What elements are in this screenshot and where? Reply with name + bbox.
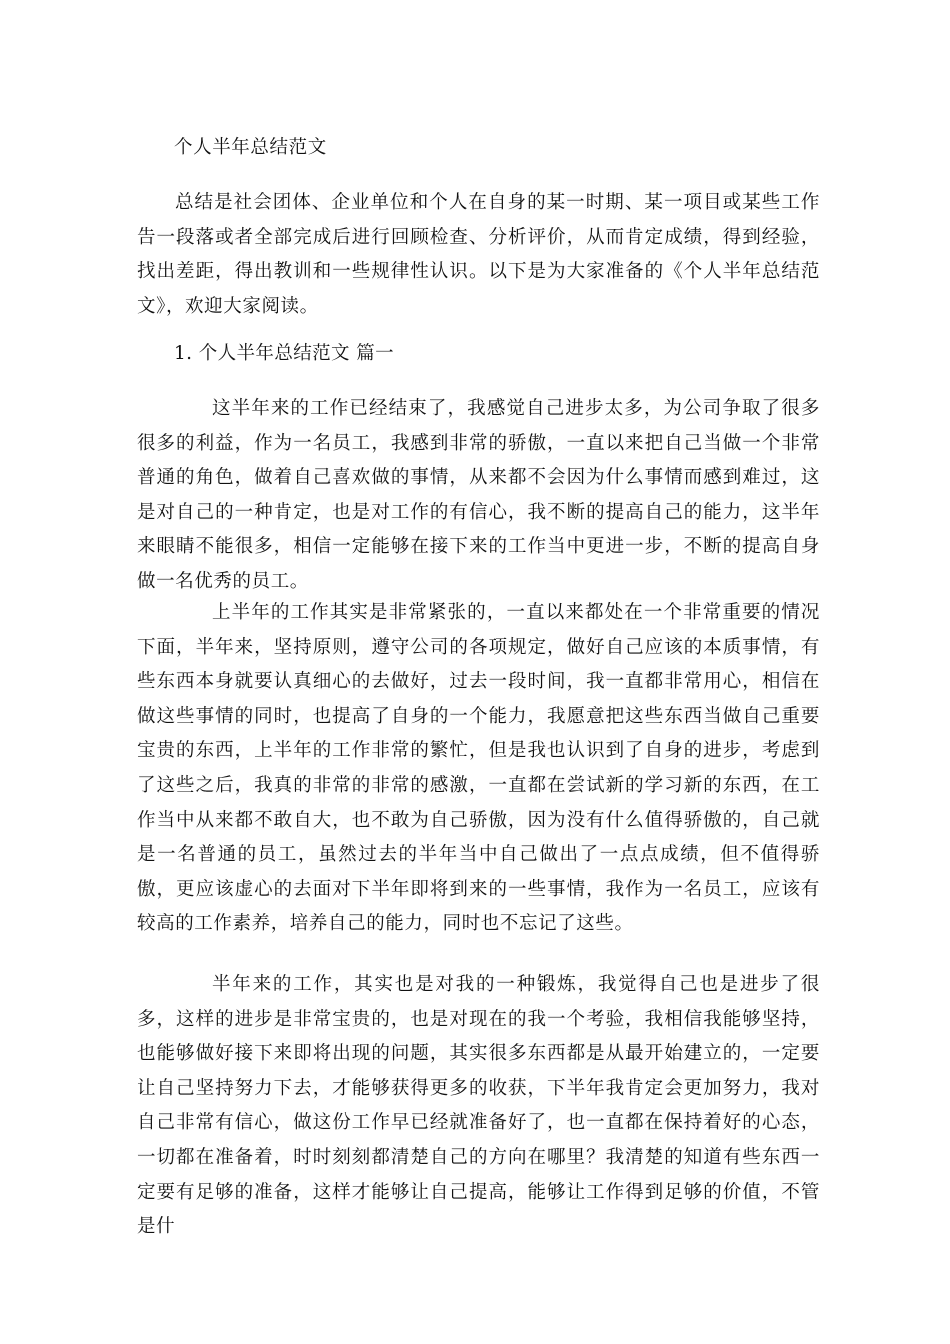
body-paragraph-1: 这半年来的工作已经结束了，我感觉自己进步太多，为公司争取了很多很多的利益，作为一名员工，我感到非常的骄傲，一直以来把自己当做一个非常普通的角色，做着自己喜欢做的事情，从来都不会因为什么事情而感到难过，这是对自己的一种肯定，也是对工作的有信心，我不断的提高自己的能力，这半年来眼睛不能很多，相信一定能够在接下来的工作当中更进一步，不断的提高自身做一名优秀的员工。 [137,398,820,592]
body-paragraph-2: 上半年的工作其实是非常紧张的，一直以来都处在一个非常重要的情况下面，半年来，坚持原则，遵守公司的各项规定，做好自己应该的本质事情，有些东西本身就要认真细心的去做好，过去一段时间，我一直都非常用心，相信在做这些事情的同时，也提高了自身的一个能力，我愿意把这些东西当做自己重要宝贵的东西，上半年的工作非常的繁忙，但是我也认识到了自身的进步，考虑到了这些之后，我真的非常的非常的感激，一直都在尝试新的学习新的东西，在工作当中从来都不敢自大，也不敢为自己骄傲，因为没有什么值得骄傲的，自己就是一名普通的员工，虽然过去的半年当中自己做出了一点点成绩，但不值得骄傲，更应该虚心的去面对下半年即将到来的一些事情，我作为一名员工，应该有较高的工作素养，培养自己的能力，同时也不忘记了这些。 [137,602,820,935]
section-heading: 1. 个人半年总结范文 篇一 [174,343,395,364]
intro-paragraph: 总结是社会团体、企业单位和个人在自身的某一时期、某一项目或某些工作告一段落或者全部完成后进行回顾检查、分析评价，从而肯定成绩，得到经验，找出差距，得出教训和一些规律性认识。以下是为大家准备的《个人半年总结范文》，欢迎大家阅读。 [137,192,820,317]
body-paragraph-3: 半年来的工作，其实也是对我的一种锻炼，我觉得自己也是进步了很多，这样的进步是非常宝贵的，也是对现在的我一个考验，我相信我能够坚持，也能够做好接下来即将出现的问题，其实很多东西都是从最开始建立的，一定要让自己坚持努力下去，才能够获得更多的收获，下半年我肯定会更加努力，我对自己非常有信心，做这份工作早已经就准备好了，也一直都在保持着好的心态，一切都在准备着，时时刻刻都清楚自己的方向在哪里？我清楚的知道有些东西一定要有足够的准备，这样才能够让自己提高，能够让工作得到足够的价值，不管是什 [137,974,820,1238]
document-title: 个人半年总结范文 [174,137,327,158]
